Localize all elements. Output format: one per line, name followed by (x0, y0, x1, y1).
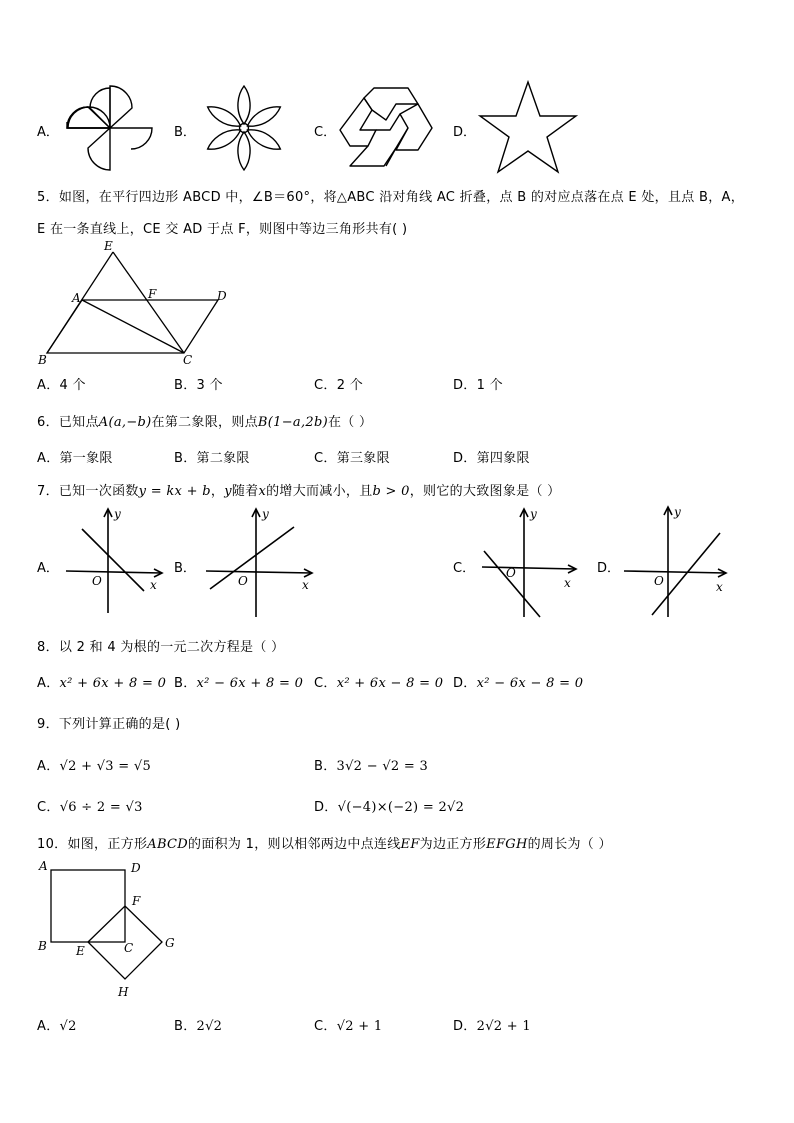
q9-option-d[interactable]: D．√(−4)×(−2) = 2√2 (314, 800, 465, 815)
q5-point-e: E (104, 239, 113, 253)
q9-option-a[interactable]: A．√2 + √3 = √5 (37, 759, 152, 774)
q5-point-f: F (148, 287, 157, 301)
q8-option-a[interactable]: A．x² + 6x + 8 = 0 (37, 676, 167, 691)
q7-question: 7．已知一次函数y = kx + b，y随着x的增大而减小，且b > 0，则它的大致图象是（ ） (37, 484, 561, 499)
q7-option-d-label[interactable]: D． (597, 561, 621, 576)
q5-point-c: C (183, 353, 193, 367)
q7-option-c-label[interactable]: C． (453, 561, 476, 576)
q7-option-b-label[interactable]: B． (174, 561, 196, 576)
q6-option-d[interactable]: D．第四象限 (453, 451, 530, 466)
q10-point-h: H (118, 985, 129, 999)
q10-option-c[interactable]: C．√2 + 1 (314, 1019, 383, 1034)
q8-option-d[interactable]: D．x² − 6x − 8 = 0 (453, 676, 584, 691)
q9-question: 9．下列计算正确的是( ) (37, 717, 181, 732)
q10-option-d[interactable]: D．2√2 + 1 (453, 1019, 531, 1034)
q10-point-f: F (132, 894, 141, 908)
q6-question: 6．已知点A(a,−b)在第二象限，则点B(1−a,2b)在（ ） (37, 415, 373, 430)
q4-option-a-label: A． (37, 125, 59, 140)
q6-option-c[interactable]: C．第三象限 (314, 451, 390, 466)
q10-question: 10．如图，正方形ABCD的面积为 1，则以相邻两边中点连线EF为边正方形EFGH的周长为（ ） (37, 837, 612, 852)
q6-option-b[interactable]: B．第二象限 (174, 451, 250, 466)
star-figure (476, 80, 580, 176)
q10-option-b[interactable]: B．2√2 (174, 1019, 223, 1034)
q4-option-b-label: B． (174, 125, 196, 140)
q9-option-b[interactable]: B．3√2 − √2 = 3 (314, 759, 429, 774)
q5-option-d[interactable]: D．1 个 (453, 378, 503, 393)
svg-text:O: O (92, 574, 102, 588)
q5-question-line2: E 在一条直线上，CE 交 AD 于点 F，则图中等边三角形共有( ) (37, 222, 408, 237)
svg-text:O: O (238, 574, 248, 588)
svg-text:O: O (506, 566, 516, 580)
svg-text:y: y (530, 507, 537, 521)
q8-option-b[interactable]: B．x² − 6x + 8 = 0 (174, 676, 304, 691)
svg-text:y: y (114, 507, 121, 521)
q10-point-e: E (76, 944, 85, 958)
q5-option-b[interactable]: B．3 个 (174, 378, 223, 393)
recycle-figure (338, 84, 434, 170)
q5-option-a[interactable]: A．4 个 (37, 378, 86, 393)
q10-point-d: D (131, 861, 141, 875)
q7-graph-c (478, 505, 588, 620)
q6-point-b: B(1−a,2b) (257, 415, 328, 430)
q5-point-b: B (38, 353, 47, 367)
svg-text:x: x (150, 578, 157, 592)
q4-option-d-label: D． (453, 125, 477, 140)
q5-point-a: A (72, 291, 81, 305)
svg-text:x: x (302, 578, 309, 592)
svg-text:x: x (564, 576, 571, 590)
q7-graph-d (622, 503, 734, 621)
q6-point-a: A(a,−b) (98, 415, 152, 430)
q8-option-c[interactable]: C．x² + 6x − 8 = 0 (314, 676, 444, 691)
q7-option-a-label[interactable]: A． (37, 561, 59, 576)
svg-text:x: x (716, 580, 723, 594)
q7-graph-a (62, 505, 172, 615)
q10-point-b: B (38, 939, 47, 953)
q5-point-d: D (217, 289, 227, 303)
q5-option-c[interactable]: C．2 个 (314, 378, 363, 393)
q9-option-c[interactable]: C．√6 ÷ 2 = √3 (37, 800, 143, 815)
q10-point-c: C (124, 941, 134, 955)
svg-text:y: y (674, 505, 681, 519)
pinwheel-figure (62, 82, 162, 174)
q10-point-a: A (39, 859, 48, 873)
q5-parallelogram-figure (36, 240, 236, 370)
q7-graph-b (202, 505, 322, 620)
svg-text:y: y (262, 507, 269, 521)
q10-point-g: G (165, 936, 175, 950)
q6-option-a[interactable]: A．第一象限 (37, 451, 113, 466)
svg-text:O: O (654, 574, 664, 588)
flower-figure (198, 82, 290, 174)
q8-question: 8．以 2 和 4 为根的一元二次方程是（ ） (37, 640, 285, 655)
q10-squares-figure (36, 858, 186, 1003)
q4-option-c-label: C． (314, 125, 337, 140)
q5-question-line1: 5．如图，在平行四边形 ABCD 中，∠B＝60°，将△ABC 沿对角线 AC 折叠，点 B 的对应点落在点 E 处，且点 B，A， (37, 190, 745, 205)
q10-option-a[interactable]: A．√2 (37, 1019, 77, 1034)
